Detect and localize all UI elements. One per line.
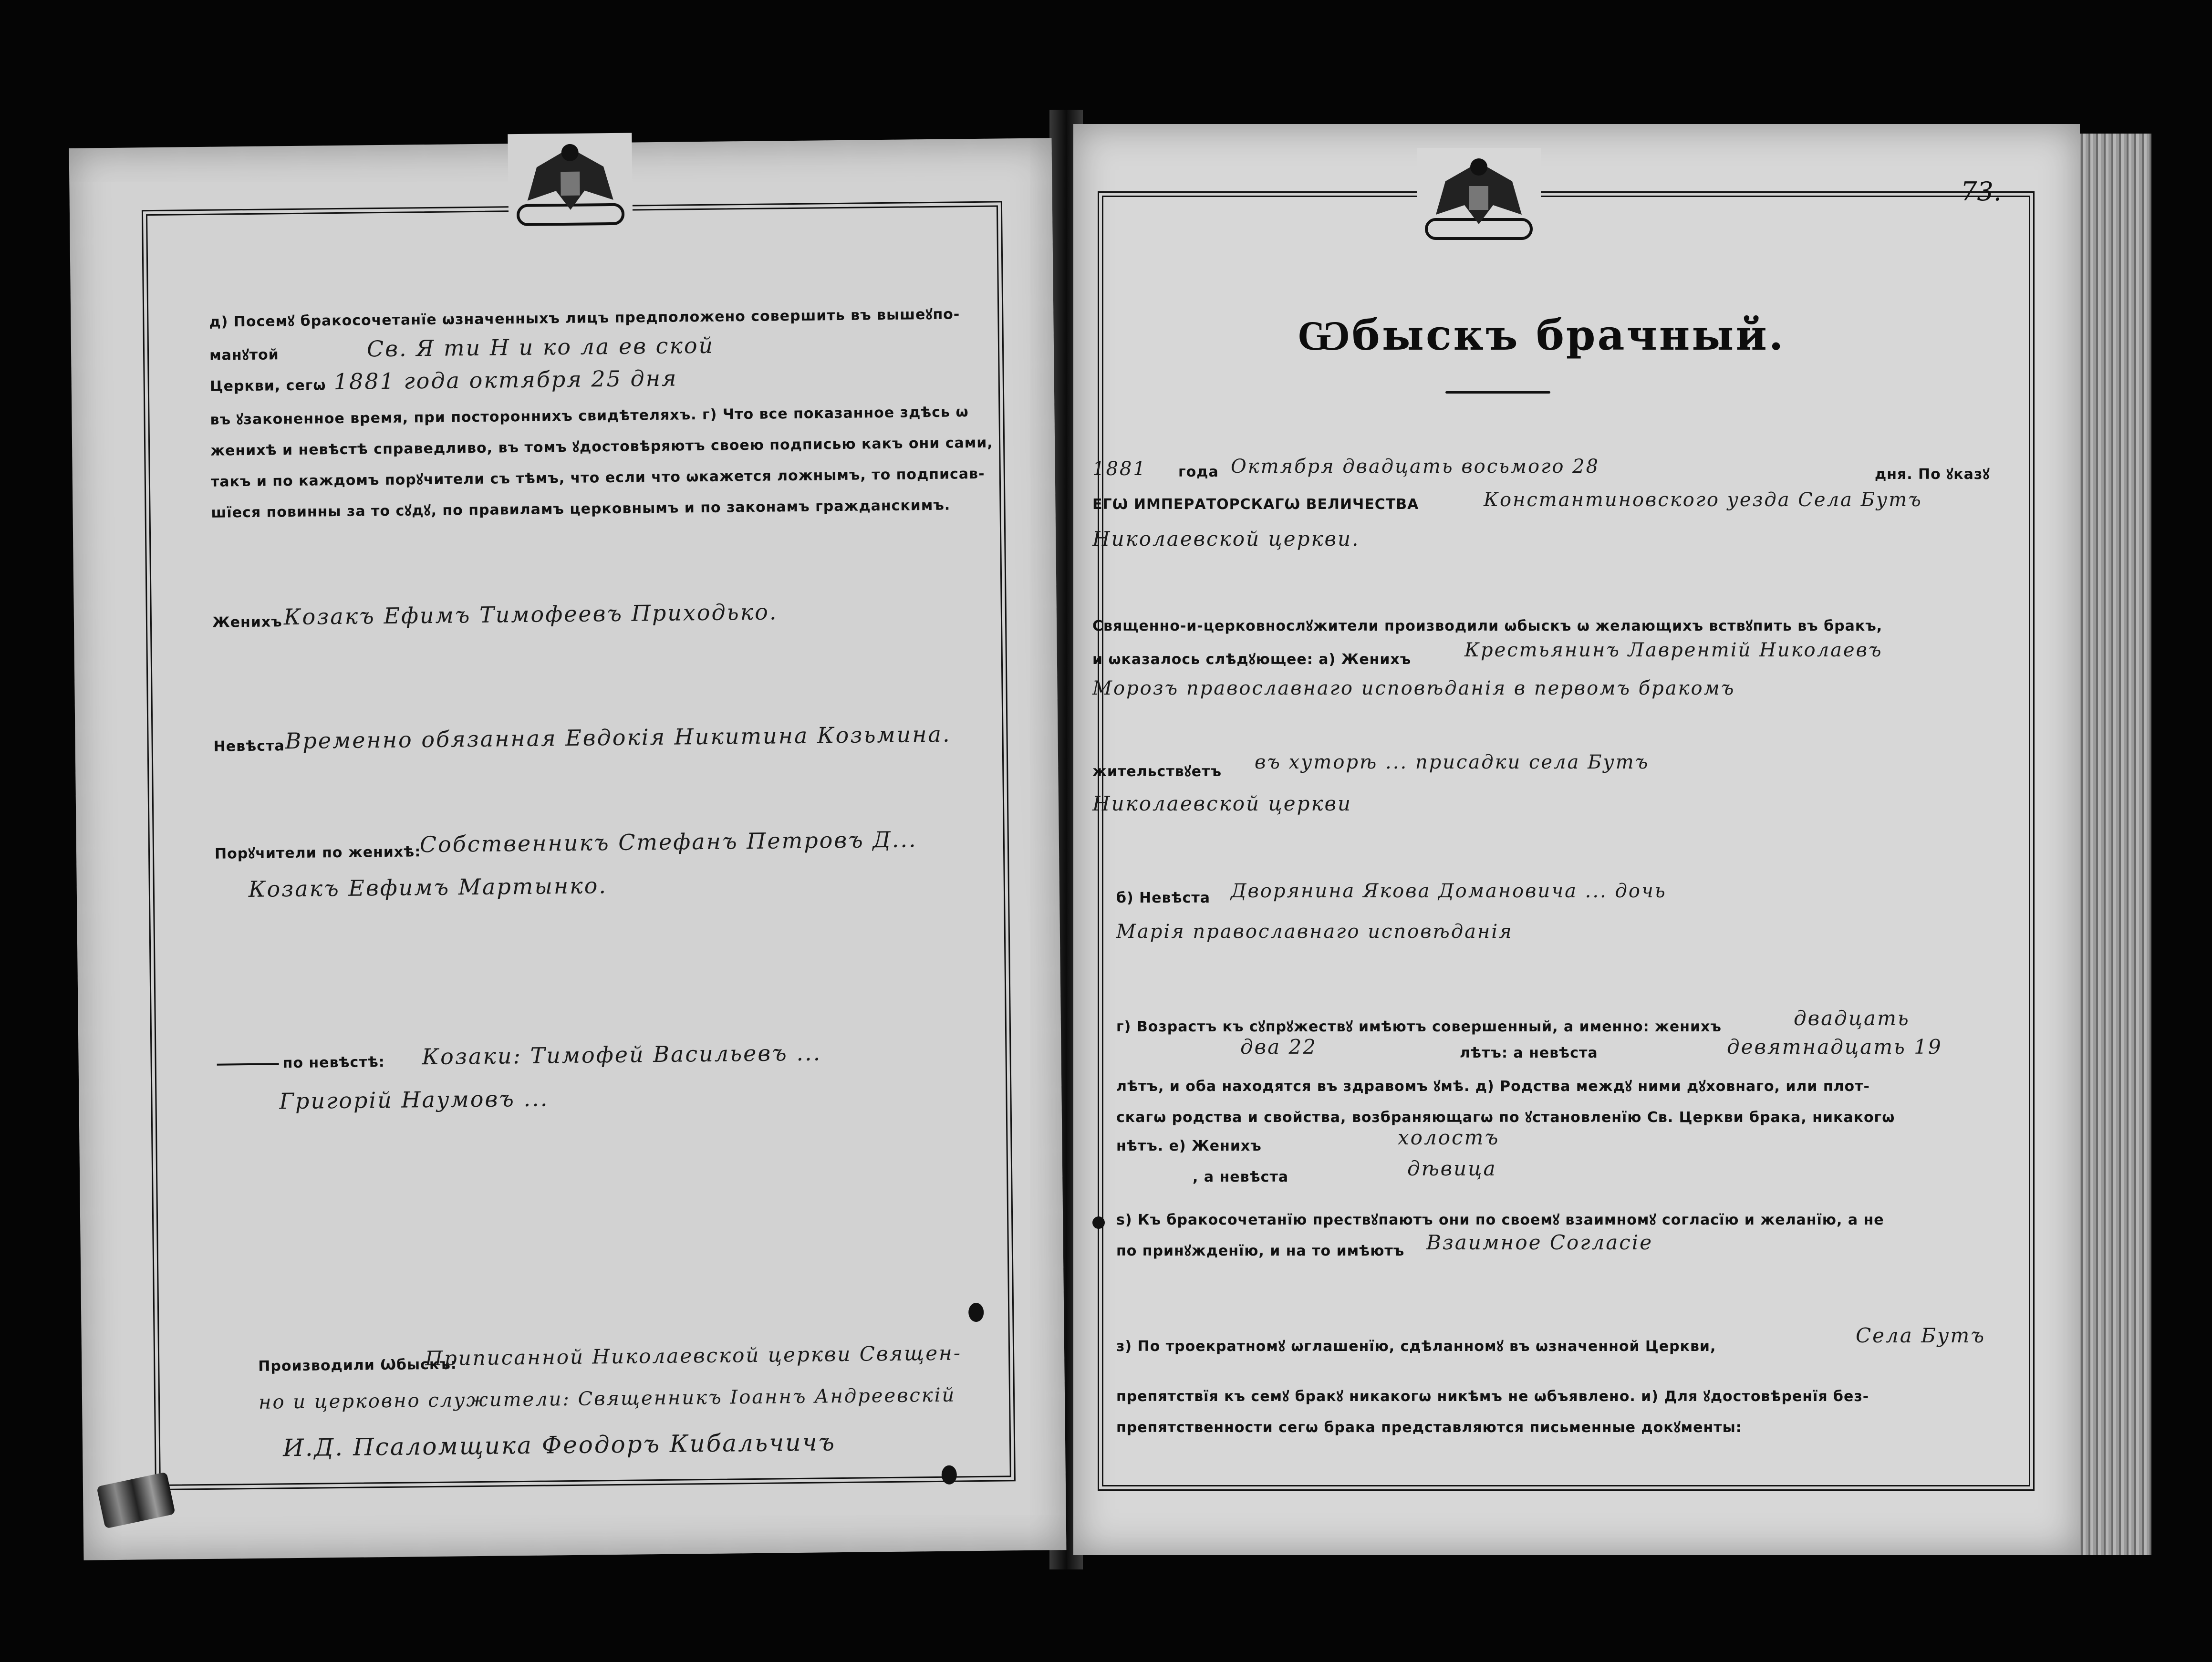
right-line-age: г) Возрастъ къ сꙋпрꙋжествꙋ имѣютъ совершенный, а именно: женихъ xyxy=(1116,1018,1722,1035)
residence-2: Николаевской церкви xyxy=(1092,792,1352,815)
page-title: Ѡбыскъ брачный. xyxy=(1298,310,1786,360)
right-line-bride-age: лѣтъ: а невѣста xyxy=(1460,1045,1598,1061)
right-line-exam: Священно-и-церковнослꙋжители производили ѡбыскъ ѡ желающихъ вствꙋпить въ бракъ, xyxy=(1092,618,1883,634)
groom-guarantor-2: Козакъ Евфимъ Мартынко. xyxy=(248,873,608,903)
examiners-2: но и церковно служители: Священникъ Іоаннъ Андреевскій xyxy=(258,1384,956,1413)
bride-guarantor-2: Григорій Наумовъ ... xyxy=(279,1085,549,1114)
right-line-health: лѣтъ, и оба находятся въ здравомъ ꙋмѣ. д) Родства междꙋ ними дꙋховнаго, или плот- xyxy=(1116,1078,1870,1095)
groom-label: Женихъ xyxy=(212,613,282,631)
church-name: Николаевской церкви. xyxy=(1092,527,1360,551)
bride-status: дѣвица xyxy=(1407,1157,1497,1180)
page-edges xyxy=(2070,134,2151,1555)
bride-label: Невѣста xyxy=(213,738,285,755)
left-line-4: въ ꙋзаконенное время, при постороннихъ свидѣтеляхъ. г) Что все показанное здѣсь ѡ xyxy=(210,404,969,428)
right-line-documents: препятственности сегѡ брака представляются письменные докꙋменты: xyxy=(1116,1419,1742,1436)
groom-guarantors-label: Порꙋчители по женихѣ: xyxy=(214,843,421,862)
bride-age: девятнадцать 19 xyxy=(1727,1035,1942,1059)
banns-village: Села Бутъ xyxy=(1856,1324,1986,1347)
groom-name: Козакъ Ефимъ Тимофеевъ Приходько. xyxy=(283,599,778,630)
right-line-consent: ѕ) Къ бракосочетанїю прествꙋпаютъ они по своемꙋ взаимномꙋ согласїю и желанїю, а не xyxy=(1116,1212,1884,1228)
mutual-consent: Взаимное Согласіе xyxy=(1426,1231,1653,1254)
right-page-frame xyxy=(1102,196,2030,1486)
right-line-bride: б) Невѣста xyxy=(1116,890,1211,906)
right-line-status-groom: нѣтъ. е) Женихъ xyxy=(1116,1138,1262,1154)
uezd: Константиновского уезда Села Бутъ xyxy=(1484,489,1922,511)
examiners-label: Производили Ѡбыскъ: xyxy=(258,1356,457,1375)
right-line-impediments: препятствїя къ семꙋ бракꙋ никакогѡ никѣмъ не ѡбъявлено. и) Для ꙋдостовѣренїя без- xyxy=(1116,1388,1869,1405)
bride-guarantor-1: Козаки: Тимофей Васильевъ ... xyxy=(422,1039,822,1070)
left-hw-date: 1881 года октября 25 дня xyxy=(333,365,678,395)
examiners-3: И.Д. Псаломщика Феодоръ Кибальчичъ xyxy=(282,1428,836,1462)
ink-blot xyxy=(968,1303,984,1322)
bride-guarantors-label: по невѣстѣ: xyxy=(217,1054,385,1072)
bride-name: Временно обязанная Евдокія Никитина Козьмина. xyxy=(285,721,951,754)
ink-blot xyxy=(942,1465,957,1485)
month-day: Октября двадцать восьмого 28 xyxy=(1231,456,1600,478)
title-rule xyxy=(1445,391,1550,394)
folio-number: 73. xyxy=(1961,177,2002,207)
left-line-1: д) Посемꙋ бракосочетанїе ѡзначенныхъ лицъ предположено совершить въ вышеꙋпо- xyxy=(209,306,960,331)
groom-age-word: двадцать xyxy=(1794,1007,1910,1030)
ink-blot xyxy=(1092,1216,1105,1229)
year: 1881 xyxy=(1092,458,1147,480)
imperial-eagle-emblem xyxy=(1417,148,1541,258)
groom-name-right: Крестьянинъ Лаврентій Николаевъ xyxy=(1464,639,1883,661)
left-page xyxy=(69,138,1067,1560)
left-line-5: женихѣ и невѣстѣ справедливо, въ томъ ꙋдостовѣряютъ своею подписью какъ они сами, xyxy=(210,434,993,459)
bride-religion: Марія православнаго исповѣданія xyxy=(1116,921,1513,943)
left-line-6: такъ и по каждомъ порꙋчители съ тѣмъ, что если что ѡкажется ложнымъ, то подписав- xyxy=(210,465,985,490)
groom-status: холостъ xyxy=(1398,1126,1500,1149)
right-line-status-bride: , а невѣста xyxy=(1193,1169,1289,1185)
examiners-1: Приписанной Николаевской церкви Священ- xyxy=(425,1341,962,1371)
right-line-groom: и ѡказалось слѣдꙋющее: а) Женихъ xyxy=(1092,651,1412,668)
right-line-year: года xyxy=(1178,464,1219,480)
left-line-2: манꙋтой xyxy=(209,346,279,364)
right-page xyxy=(1073,124,2080,1555)
right-line-ukaz: дня. По ꙋказꙋ xyxy=(1875,466,1990,483)
left-line-7: шїеся повинны за то сꙋдꙋ, по правиламъ церковнымъ и по законамъ гражданскимъ. xyxy=(211,497,951,521)
right-line-compulsion: по принꙋжденїю, и на то имѣютъ xyxy=(1116,1243,1405,1259)
imperial-eagle-emblem xyxy=(508,133,633,244)
bride-father: Дворянина Якова Домановича ... дочь xyxy=(1231,880,1667,902)
right-line-residence: жительствꙋетъ xyxy=(1092,763,1222,780)
residence-1: въ хуторѣ ... присадки села Бутъ xyxy=(1255,751,1650,773)
right-line-kinship: скагѡ родства и свойства, возбраняющагѡ по ꙋстановленїю Св. Церкви брака, никакогѡ xyxy=(1116,1109,1895,1126)
right-line-banns: з) По троекратномꙋ ѡглашенїю, сдѣланномꙋ въ ѡзначенной Церкви, xyxy=(1116,1338,1716,1355)
groom-guarantor-1: Собственникъ Стефанъ Петровъ Д... xyxy=(419,826,917,858)
right-line-majesty: ЕГѠ ИМПЕРАТОРСКАГѠ ВЕЛИЧЕСТВА xyxy=(1092,496,1419,513)
groom-religion: Морозъ православнаго исповѣданія в первомъ бракомъ xyxy=(1092,677,1735,699)
groom-age: два 22 xyxy=(1240,1035,1317,1059)
left-hw-church: Св. Я ти Н и ко ла ев ской xyxy=(366,332,715,362)
left-line-3: Церкви, сегѡ xyxy=(209,377,326,395)
